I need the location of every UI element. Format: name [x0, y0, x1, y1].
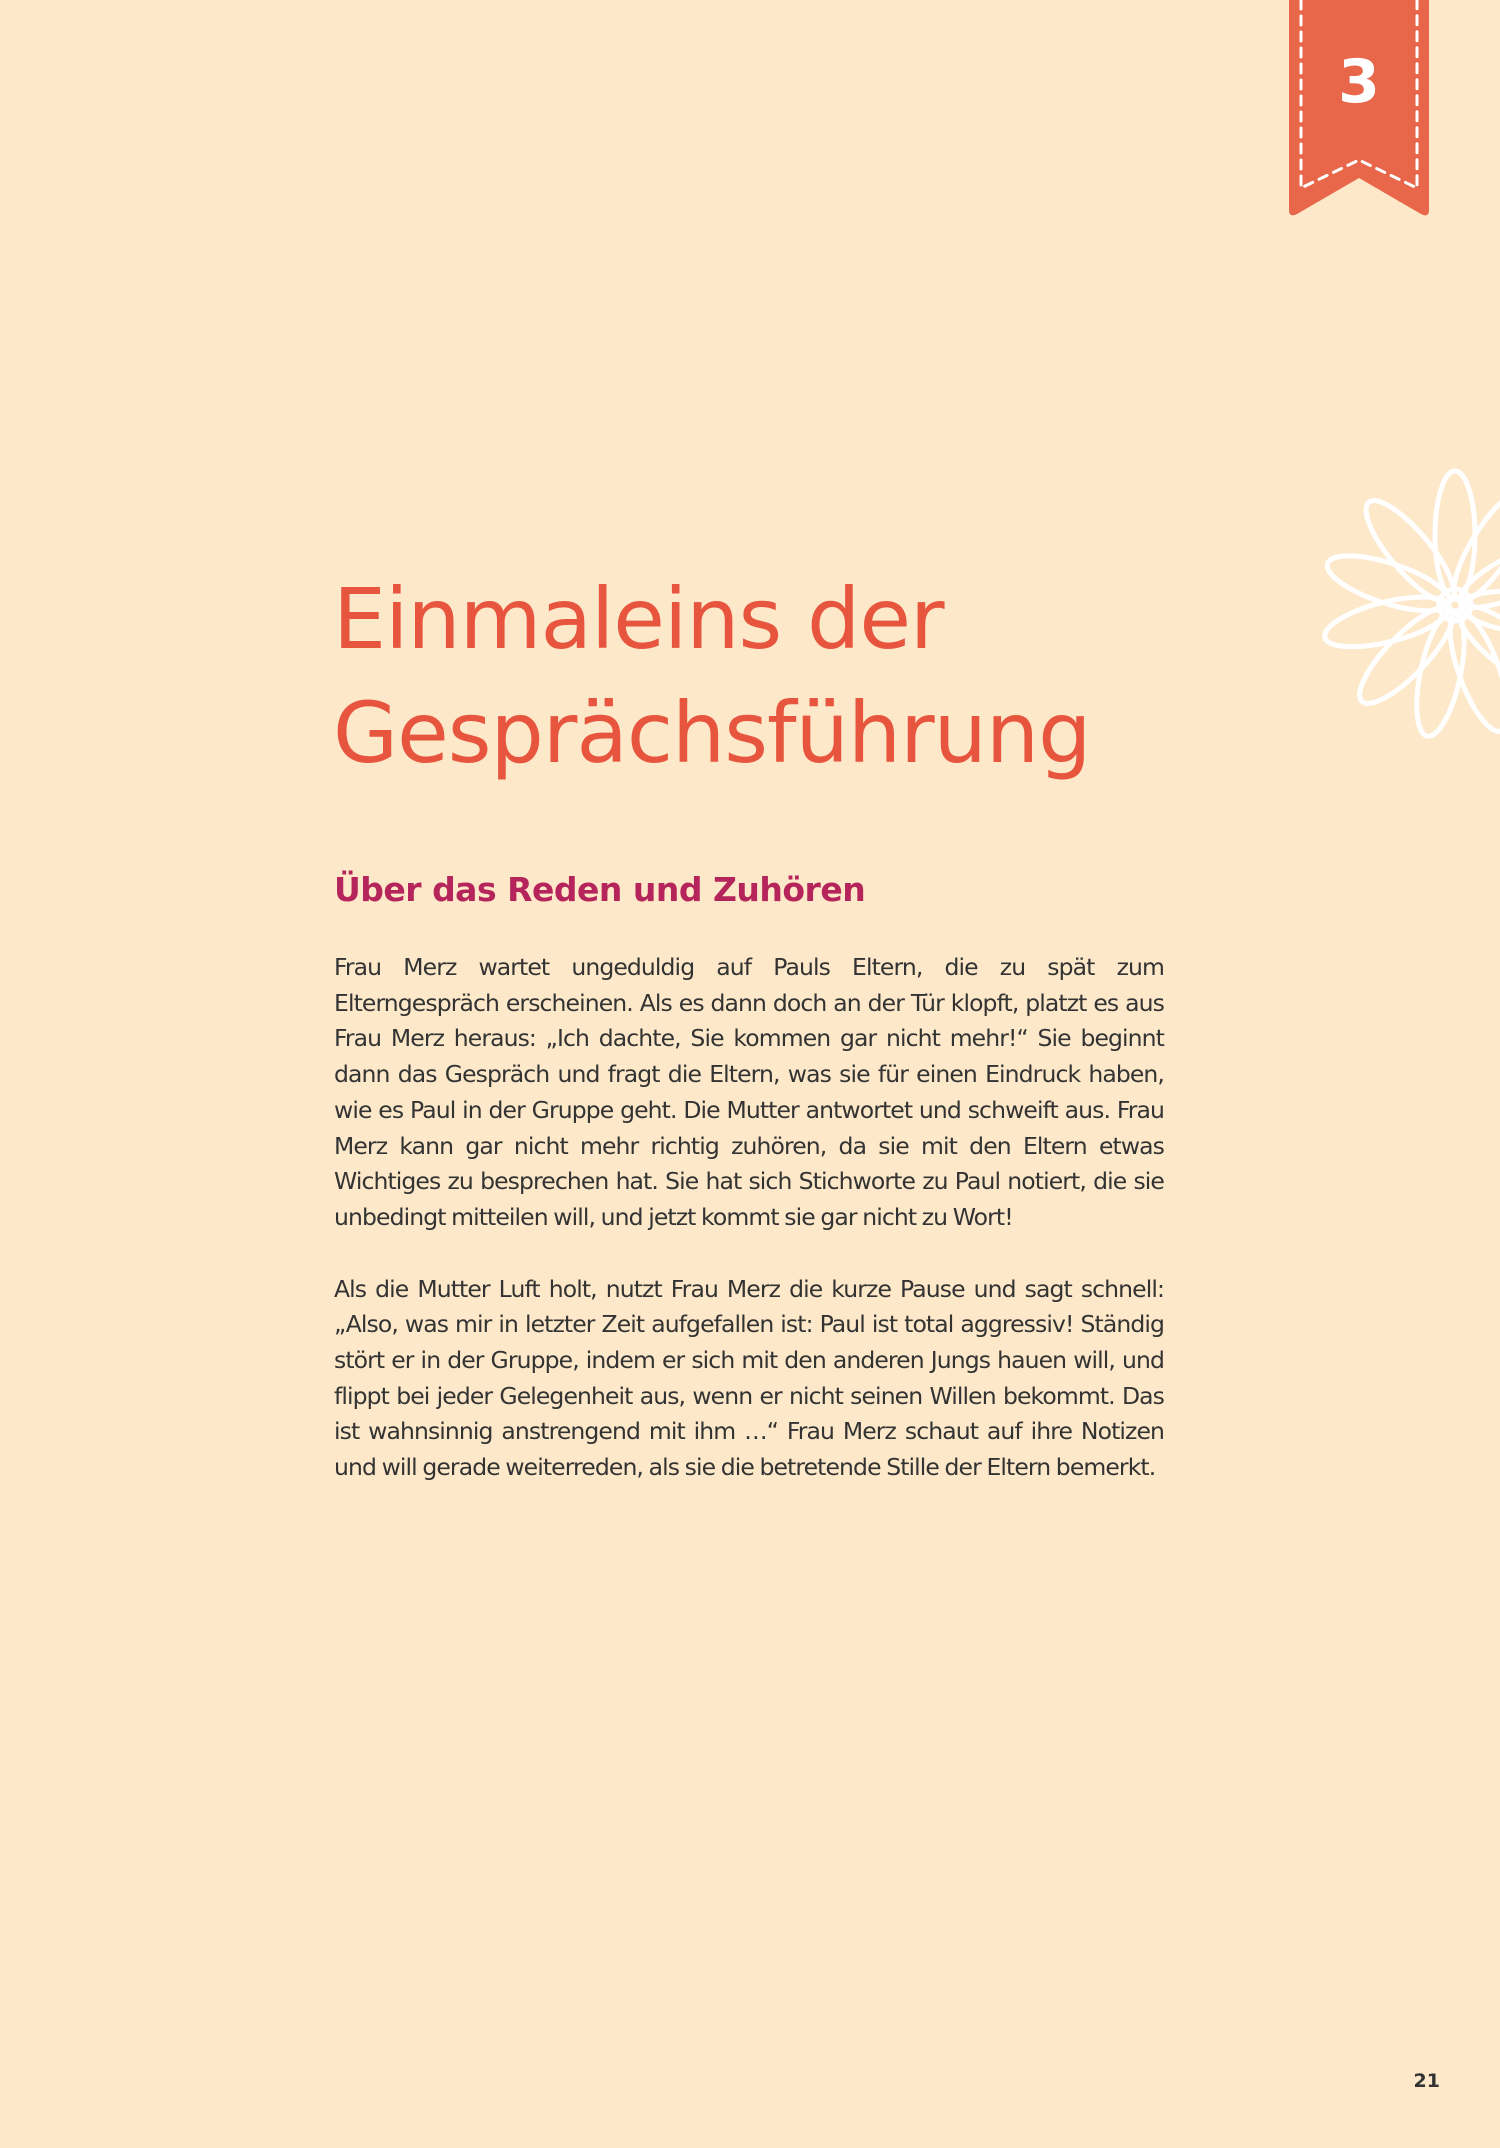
chapter-ribbon: [1287, 0, 1431, 220]
chapter-title-line-2: Gesprächsführung: [333, 684, 1091, 782]
chapter-number: 3: [1338, 47, 1380, 117]
paragraph-1: Frau Merz wartet ungeduldig auf Pauls Eltern, die zu spät zum Elterngespräch erscheinen. Als es dann doch an der Tür klopft, platzt es aus Frau Merz heraus: „Ich dachte, Sie kommen gar nicht mehr!“ Sie beginnt dann das Gespräch und fragt die Eltern, was sie für einen Eindruck haben, wie es Paul in der Gruppe geht. Die Mutter antwortet und schweift aus. Frau Merz kann gar nicht mehr richtig zuhören, da sie mit den Eltern etwas Wichtiges zu besprechen hat. Sie hat sich Stichworte zu Paul notiert, die sie unbedingt mitteilen will, und jetzt kommt sie gar nicht zu Wort!: [334, 953, 1164, 1231]
page-number: 21: [1413, 2070, 1440, 2092]
daisy-outline-icon: [1290, 425, 1500, 775]
chapter-title: [333, 562, 1233, 790]
section-subtitle: Über das Reden und Zuhören: [334, 870, 866, 909]
chapter-title-line-1: Einmaleins der: [333, 570, 944, 668]
body-text: [334, 950, 1164, 1522]
paragraph-2: Als die Mutter Luft holt, nutzt Frau Merz die kurze Pause und sagt schnell: „Also, was mir in letzter Zeit aufgefallen ist: Paul ist total aggressiv! Ständig stört er in der Gruppe, indem er sich mit den anderen Jungs hauen will, und flippt bei jeder Gelegenheit aus, wenn er nicht seinen Willen bekommt. Das ist wahnsinnig anstrengend mit ihm …“ Frau Merz schaut auf ihre Notizen und will gerade weiterreden, als sie die betretende Stille der Eltern bemerkt.: [334, 1274, 1164, 1482]
